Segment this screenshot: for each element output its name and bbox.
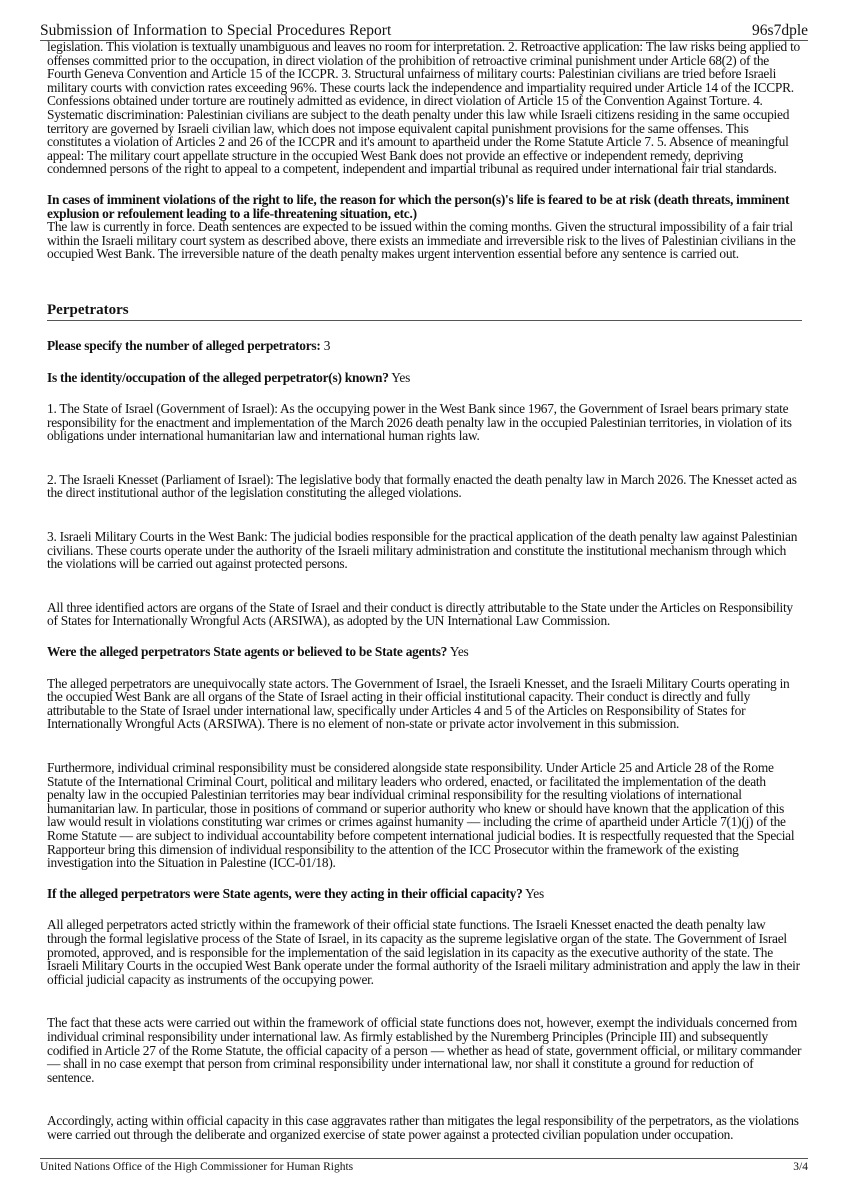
section-title-perpetrators: Perpetrators — [47, 302, 802, 321]
perpetrator-count-question: Please specify the number of alleged perpetrators: — [47, 337, 321, 353]
official-capacity-question: If the alleged perpetrators were State agents, were they acting in their official capacity? — [47, 885, 523, 901]
imminent-violation-question: In cases of imminent violations of the right to life, the reason for which the person(s)'s life is feared to be at risk (death threats, imminent explusion or refoulement leading to a life-threatening situation, etc.) — [47, 191, 790, 221]
aggravation-paragraph: Accordingly, acting within official capacity in this case aggravates rather than mitigates the legal responsibility of the perpetrators, as the violations were carried out through the deliberate and organized exercise of state power against a protected civilian population under occupation. — [47, 1113, 799, 1142]
state-agents-row — [47, 645, 802, 659]
perpetrator-count-row — [47, 339, 802, 353]
perpetrator-2-paragraph: 2. The Israeli Knesset (Parliament of Israel): The legislative body that formally enacted the death penalty law in March 2026. The Knesset acted as the direct institutional author of the legislation constituting the alleged violations. — [47, 471, 797, 501]
perpetrator-3-paragraph: 3. Israeli Military Courts in the West Bank: The judicial bodies responsible for the practical application of the death penalty law against Palestinian civilians. These courts operate under the authority of the Israeli military administration and constitute the institutional mechanism through which the violations will be carried out against protected persons. — [47, 529, 798, 572]
individual-responsibility-paragraph: Furthermore, individual criminal responsibility must be considered alongside state responsibility. Under Article 25 and Article 28 of the Rome Statute of the International Criminal Court, political and military leaders who ordered, enacted, or facilitated the implementation of the death penalty law in the occupied Palestinian territories may bear individual criminal responsibility for the resulting violations of international humanitarian law. In particular, those in positions of command or superior authority who knew or should have known that the application of this law would result in violations constituting war crimes or crimes against humanity — including the crime of apartheid under Article 7(1)(j) of the Rome Statute — are subject to individual accountability before competent international judicial bodies. It is respectfully requested that the Special Rapporteur bring this dimension of individual responsibility to the attention of the ICC Prosecutor within the framework of the existing investigation into the Situation in Palestine (ICC-01/18). — [47, 760, 795, 871]
no-exemption-paragraph: The fact that these acts were carried out within the framework of official state functions does not, however, exempt the individuals concerned from individual criminal responsibility under international law. As firmly established by the Nuremberg Principles (Principle III) and subsequently codified in Article 27 of the Rome Statute, the official capacity of a person — whether as head of state, government official, or military commander — shall in no case exempt that person from criminal responsibility under international law, nor shall it constitute a ground for reduction of sentence. — [47, 1015, 802, 1085]
page-content — [47, 40, 802, 1141]
page-footer — [40, 1161, 808, 1174]
perpetrator-identity-answer: Yes — [391, 369, 411, 385]
document-title: Submission of Information to Special Procedures Report — [40, 22, 392, 39]
submission-id: 96s7dple — [752, 22, 808, 39]
state-agents-question: Were the alleged perpetrators State agents or believed to be State agents? — [47, 644, 448, 660]
perpetrator-count-answer: 3 — [323, 337, 331, 353]
page-header — [40, 22, 808, 40]
official-functions-paragraph: All alleged perpetrators acted strictly within the framework of their official state functions. The Israeli Knesset enacted the death penalty law through the formal legislative process of the State of Israel, in its capacity as the supreme legislative organ of the state. The Government of Israel promoted, approved, and is responsible for the implementation of the said legislation in its capacity as the executive authority of the state. The Israeli Military Courts in the occupied West Bank operate under the formal authority of the Israeli military administration and apply the law in their official judicial capacity as instruments of the occupying power. — [47, 917, 800, 987]
perpetrator-1-paragraph: 1. The State of Israel (Government of Israel): As the occupying power in the West Bank since 1967, the Government of Israel bears primary state responsibility for the enactment and implementation of the March 2026 death penalty law in the occupied Palestinian territories, in violation of its obligations under international humanitarian law and international human rights law. — [47, 401, 792, 444]
page-number: 3/4 — [793, 1161, 808, 1173]
state-actors-paragraph: The alleged perpetrators are unequivocally state actors. The Government of Israel, the Israeli Knesset, and the Israeli Military Courts operating in the occupied West Bank are all organs of the State of Israel acting in their official institutional capacity. Their conduct is directly and fully attributable to the State of Israel under international law, specifically under Articles 4 and 5 of the Articles on Responsibility of States for Internationally Wrongful Acts (ARSIWA). There is no element of non-state or private actor involvement in this submission. — [47, 675, 790, 732]
perpetrator-identity-row — [47, 371, 802, 385]
attribution-paragraph: All three identified actors are organs of the State of Israel and their conduct is directly attributable to the State under the Articles on Responsibility of States for Internationally Wrongful Acts (ARSIWA), as adopted by the UN International Law Commission. — [47, 599, 793, 629]
violations-continued-paragraph: legislation. This violation is textually unambiguous and leaves no room for interpretation. 2. Retroactive application: The law risks being applied to offenses committed prior to the occupation, in direct violation of the prohibition of retroactive criminal punishment under Article 68(2) of the Fourth Geneva Convention and Article 15 of the ICCPR. 3. Structural unfairness of military courts: Palestinian civilians are tried before Israeli military courts with conviction rates exceeding 96%. These courts lack the independence and impartiality required under Article 14 of the ICCPR. Confessions obtained under torture are routinely admitted as evidence, in direct violation of Article 15 of the Convention Against Torture. 4. Systematic discrimination: Palestinian civilians are subject to the death penalty under this law while Israeli citizens residing in the same occupied territory are governed by Israeli civilian law, which does not impose equivalent capital punishment provisions for the same offenses. This constitutes a violation of Articles 2 and 26 of the ICCPR and it's amount to apartheid under the Rome Statute Article 7. 5. Absence of meaningful appeal: The military court appellate structure in the occupied West Bank does not provide an effective or independent remedy, depriving condemned persons of the right to appeal to a competent, independent and impartial tribunal as required under international fair trial standards. — [47, 39, 800, 177]
official-capacity-answer: Yes — [525, 885, 544, 901]
footer-divider — [40, 1158, 808, 1159]
imminent-violation-answer: The law is currently in force. Death sentences are expected to be issued within the coming months. Given the structural impossibility of a fair trial within the Israeli military court system as described above, there exists an immediate and irreversible risk to the lives of Palestinian civilians in the occupied West Bank. The irreversible nature of the death penalty makes urgent intervention essential before any sentence is carried out. — [47, 219, 796, 262]
footer-organization: United Nations Office of the High Commissioner for Human Rights — [40, 1161, 354, 1173]
perpetrator-identity-question: Is the identity/occupation of the alleged perpetrator(s) known? — [47, 369, 389, 385]
official-capacity-row — [47, 887, 802, 901]
state-agents-answer: Yes — [449, 644, 469, 660]
